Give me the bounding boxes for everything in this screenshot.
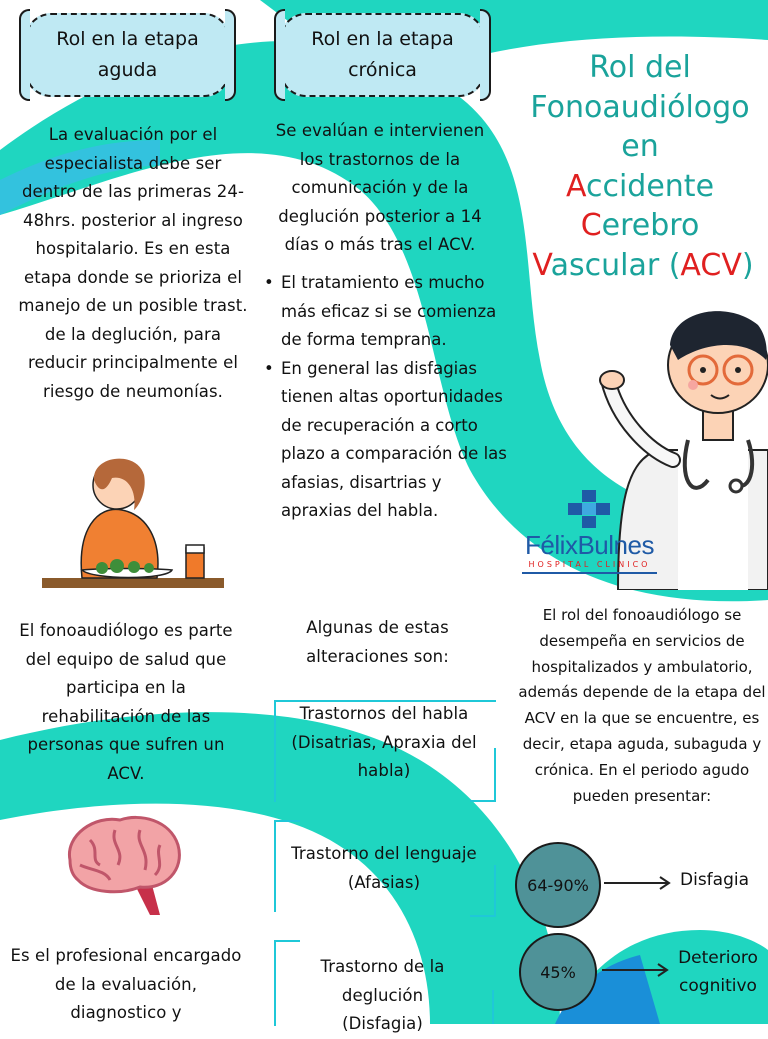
patient-eating-illustration — [42, 450, 224, 595]
stat-circle — [515, 842, 601, 928]
title-word: ) — [741, 247, 754, 283]
title-letter: V — [532, 247, 551, 283]
chronic-bullet: • En general las disfagias tienen altas oportunidades de recuperación a corto plazo a comparación de las afasias, disartrias y apraxias del habla. — [281, 355, 512, 526]
title-line — [505, 206, 768, 246]
chronic-bullet: • El tratamiento es mucho más eficaz si se comienza de forma temprana. — [281, 269, 512, 355]
title-line: Fonoaudiólogo — [530, 89, 750, 125]
disorder-item — [270, 840, 498, 897]
title-word: ascular ( — [550, 247, 681, 283]
title-line: en — [621, 129, 659, 164]
title-word: erebro — [601, 208, 700, 243]
stat-value: 64-90% — [527, 875, 589, 895]
role-text: El rol del fonoaudiólogo se desempeña en servicios de hospitalizados y ambulatorio, además depende de la etapa del ACV en la que se encuentre, es decir, etapa aguda, subaguda y crónica. En el periodo agudo pueden presentar: — [518, 606, 766, 805]
brain-icon — [60, 815, 185, 920]
disorder-detail: (Disfagia) — [342, 1014, 423, 1033]
bottom-text: Es el profesional encargado de la evaluación, diagnostico y — [10, 946, 242, 1022]
stat-value: 45% — [540, 962, 576, 982]
acute-stage-header-text: Rol en la etapa aguda — [56, 28, 199, 81]
title-line: Rol del — [589, 50, 691, 85]
title-acronym: ACV — [680, 247, 742, 283]
page-title — [505, 48, 768, 285]
chronic-stage-bullets — [262, 269, 512, 526]
logo-subtitle: HOSPITAL CLINICO — [528, 560, 651, 569]
alterations-intro: Algunas de estas alteraciones son: — [306, 618, 449, 666]
arrow-icon — [602, 962, 670, 978]
title-line — [511, 246, 768, 286]
disorder-box-frame — [492, 990, 494, 1024]
disorder-name: Trastorno de la deglución — [320, 957, 445, 1005]
chronic-stage-header-text: Rol en la etapa crónica — [311, 28, 454, 81]
hospital-logo — [522, 488, 657, 574]
title-letter: A — [565, 168, 586, 204]
stat-label: Deterioro cognitivo — [678, 948, 758, 996]
stat-label: Disfagia — [680, 870, 750, 890]
acute-stage-text: La evaluación por el especialista debe ser dentro de las primeras 24-48hrs. posterior al ingreso hospitalario. Es en esta etapa donde se prioriza el manejo de un posible trast. de la deglución, para reducir principalmente el riesgo de neumonías. — [18, 125, 248, 401]
logo-icon — [560, 488, 620, 530]
title-word: ccidente — [585, 168, 715, 204]
chronic-stage-header — [280, 13, 485, 97]
disorder-item — [295, 953, 470, 1039]
stat-circle — [519, 933, 597, 1011]
title-line — [505, 167, 768, 207]
acute-stage-header — [25, 13, 230, 97]
team-text: El fonoaudiólogo es parte del equipo de salud que participa en la rehabilitación de las personas que sufren un ACV. — [19, 621, 233, 783]
disorder-detail: (Disatrias, Apraxia del habla) — [291, 732, 477, 780]
disorder-detail: (Afasias) — [347, 872, 421, 892]
arrow-icon — [604, 875, 672, 891]
logo-name: FélixBulnes — [525, 530, 654, 560]
logo-underline — [522, 572, 657, 574]
disorder-name: Trastorno del lenguaje — [291, 844, 477, 863]
disorder-name: Trastornos del habla — [299, 704, 469, 723]
chronic-stage-intro: Se evalúan e intervienen los trastornos de la comunicación y de la deglución posterior a 14 días o más tras el ACV. — [275, 121, 485, 254]
disorder-item — [274, 700, 494, 786]
title-letter: C — [580, 208, 602, 243]
